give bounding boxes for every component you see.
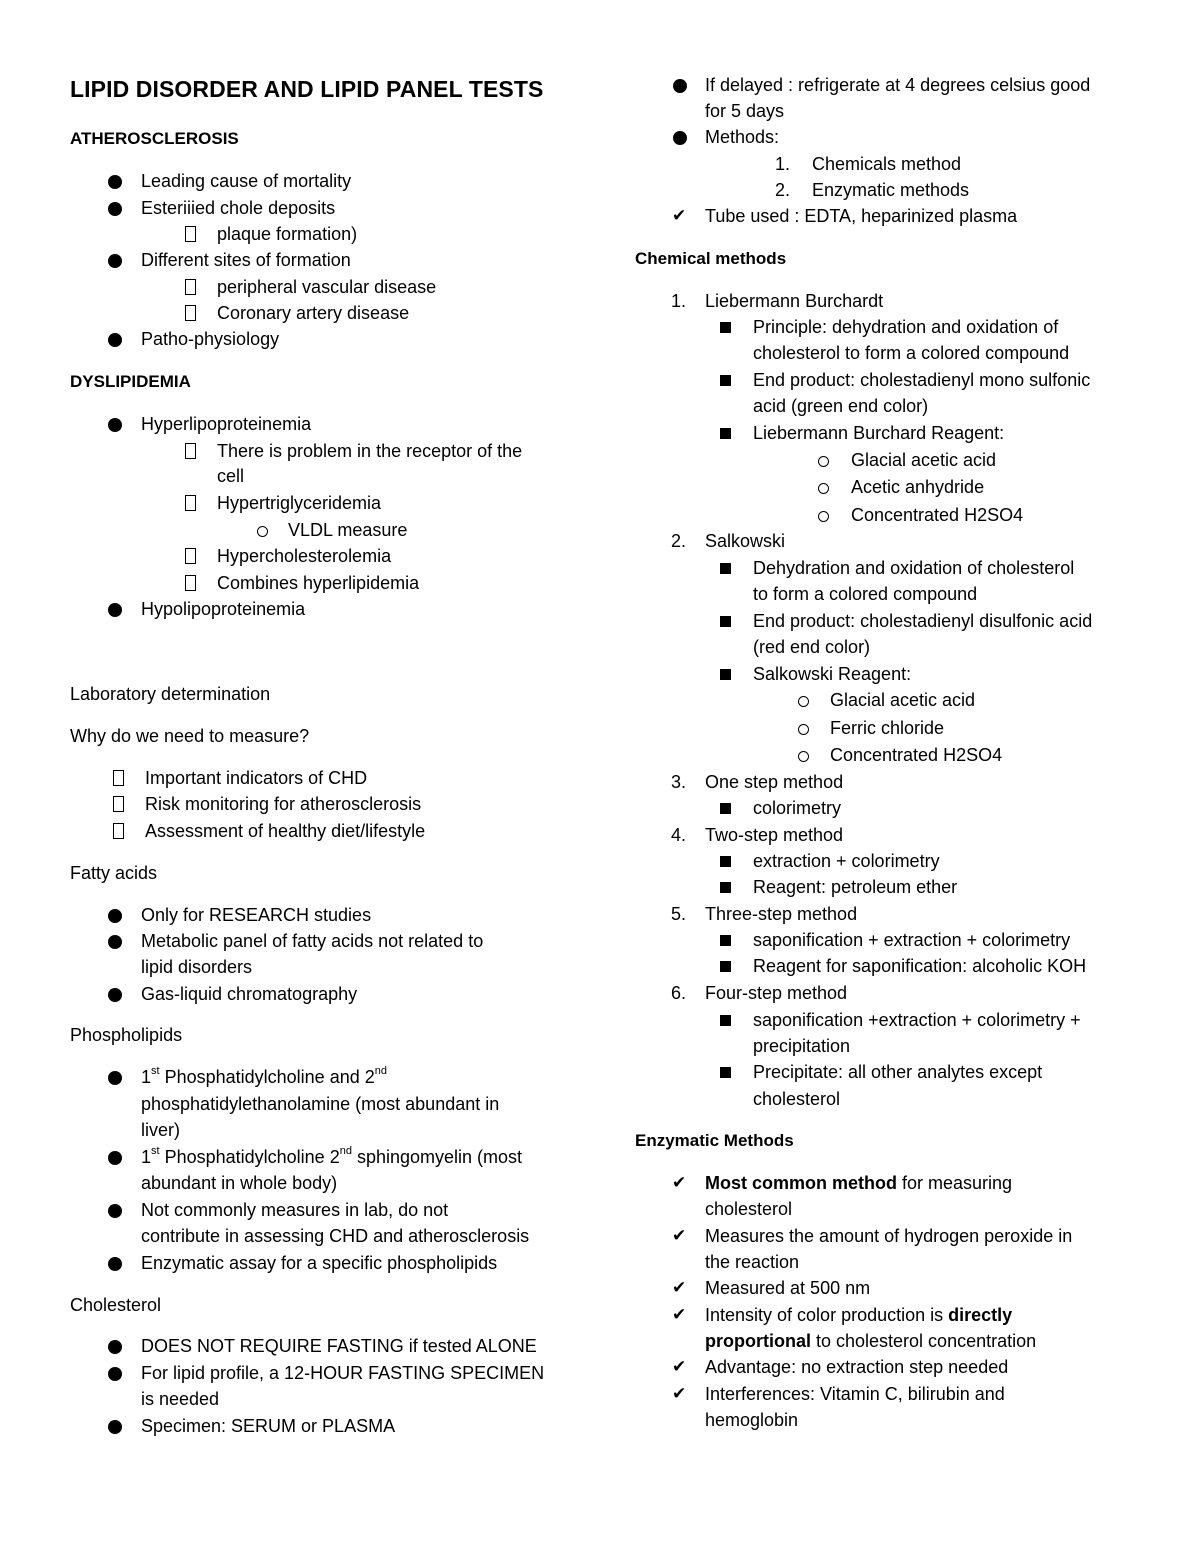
cholesterol-heading: Cholesterol [70,1295,162,1315]
list-item: Salkowski [705,531,786,551]
square-bullet-icon [720,882,731,893]
phospholipids-heading: Phospholipids [70,1025,183,1045]
list-item: peripheral vascular disease [217,277,437,297]
list-item: If delayed : refrigerate at 4 degrees celsius good [705,75,1091,95]
page-title: LIPID DISORDER AND LIPID PANEL TESTS [70,76,544,102]
circle-bullet-icon [818,456,829,467]
list-item: Metabolic panel of fatty acids not related to [141,931,484,951]
list-item: Reagent: petroleum ether [753,877,958,897]
list-item: Important indicators of CHD [145,768,368,788]
list-item: plaque formation) [217,224,358,244]
list-item: Concentrated H2SO4 [830,745,1003,765]
list-item: 1st Phosphatidylcholine 2nd sphingomyelin (most [141,1145,523,1167]
list-item: Patho-physiology [141,329,280,349]
list-item: Concentrated H2SO4 [851,505,1024,525]
list-item: Specimen: SERUM or PLASMA [141,1416,396,1436]
list-item: Hyperlipoproteinemia [141,414,312,434]
list-item: Only for RESEARCH studies [141,905,372,925]
list-item: Gas-liquid chromatography [141,984,358,1004]
list-item: End product: cholestadienyl mono sulfonic [753,370,1091,390]
list-item: Methods: [705,127,780,147]
list-number: 3. [671,772,687,792]
list-item: Liebermann Burchardt [705,291,884,311]
list-item: Intensity of color production is directly [705,1305,1013,1325]
square-bullet-icon [720,563,731,574]
bullet-icon [108,988,122,1002]
list-item-continuation: is needed [141,1389,220,1409]
list-item: Leading cause of mortality [141,171,352,191]
checkmark-icon: ✔ [672,1278,687,1297]
list-item-continuation: liver) [141,1120,180,1140]
bullet-icon [108,254,122,268]
list-item: Interferences: Vitamin C, bilirubin and [705,1384,1005,1404]
list-item-continuation: proportional to cholesterol concentration [705,1331,1037,1351]
missing-glyph-icon [185,226,196,242]
bullet-icon [673,79,687,93]
list-item: Hypercholesterolemia [217,546,392,566]
lab-heading: Laboratory determination [70,684,271,704]
missing-glyph-icon [113,823,124,839]
bullet-icon [108,603,122,617]
bullet-icon [108,1340,122,1354]
bullet-icon [108,202,122,216]
lab-question: Why do we need to measure? [70,726,310,746]
list-item: saponification +extraction + colorimetry + [753,1010,1081,1030]
bullet-icon [673,131,687,145]
square-bullet-icon [720,669,731,680]
bullet-icon [108,1420,122,1434]
circle-bullet-icon [818,511,829,522]
list-item: Glacial acetic acid [830,690,976,710]
list-item-continuation: cell [217,466,245,486]
list-item: DOES NOT REQUIRE FASTING if tested ALONE [141,1336,537,1356]
list-number: 4. [671,825,687,845]
missing-glyph-icon [185,305,196,321]
list-number: 1. [671,291,687,311]
list-item: Measures the amount of hydrogen peroxide in [705,1226,1073,1246]
list-item-continuation: abundant in whole body) [141,1173,338,1193]
missing-glyph-icon [185,575,196,591]
fatty-acids-heading: Fatty acids [70,863,158,883]
square-bullet-icon [720,856,731,867]
list-item: Three-step method [705,904,858,924]
list-item-continuation: cholesterol [705,1199,793,1219]
missing-glyph-icon [113,796,124,812]
square-bullet-icon [720,322,731,333]
circle-bullet-icon [818,483,829,494]
list-item: Enzymatic methods [812,180,970,200]
list-item-continuation: cholesterol to form a colored compound [753,343,1070,363]
list-item-continuation: phosphatidylethanolamine (most abundant in [141,1094,500,1114]
list-item: Most common method for measuring [705,1173,1013,1193]
square-bullet-icon [720,803,731,814]
bullet-icon [108,1151,122,1165]
circle-bullet-icon [798,696,809,707]
list-item-continuation: precipitation [753,1036,851,1056]
list-item: End product: cholestadienyl disulfonic acid [753,611,1093,631]
bullet-icon [108,1257,122,1271]
list-item: Glacial acetic acid [851,450,997,470]
checkmark-icon: ✔ [672,206,687,225]
bullet-icon [108,1071,122,1085]
list-item: For lipid profile, a 12-HOUR FASTING SPECIMEN [141,1363,545,1383]
list-item: Tube used : EDTA, heparinized plasma [705,206,1018,226]
list-item-continuation: for 5 days [705,101,785,121]
list-item: VLDL measure [288,520,408,540]
list-item: Chemicals method [812,154,962,174]
checkmark-icon: ✔ [672,1384,687,1403]
missing-glyph-icon [185,443,196,459]
list-item-continuation: acid (green end color) [753,396,929,416]
list-number: 6. [671,983,687,1003]
list-item: One step method [705,772,844,792]
missing-glyph-icon [185,548,196,564]
list-item: Risk monitoring for atherosclerosis [145,794,422,814]
list-item: saponification + extraction + colorimetry [753,930,1071,950]
checkmark-icon: ✔ [672,1226,687,1245]
list-item-continuation: lipid disorders [141,957,253,977]
bullet-icon [108,1367,122,1381]
checkmark-icon: ✔ [672,1173,687,1192]
bullet-icon [108,418,122,432]
circle-bullet-icon [798,751,809,762]
list-item: extraction + colorimetry [753,851,940,871]
bullet-icon [108,175,122,189]
list-item-continuation: cholesterol [753,1089,841,1109]
square-bullet-icon [720,935,731,946]
list-item: Hypolipoproteinemia [141,599,306,619]
list-item: Liebermann Burchard Reagent: [753,423,1005,443]
list-number: 2. [775,180,791,200]
square-bullet-icon [720,428,731,439]
list-item-continuation: the reaction [705,1252,800,1272]
missing-glyph-icon [185,279,196,295]
list-item: Combines hyperlipidemia [217,573,420,593]
bullet-icon [108,909,122,923]
chemical-methods-heading: Chemical methods [635,249,787,268]
list-item: Dehydration and oxidation of cholesterol [753,558,1075,578]
list-item: 1st Phosphatidylcholine and 2nd [141,1065,387,1087]
list-item: colorimetry [753,798,842,818]
list-item: Enzymatic assay for a specific phospholipids [141,1253,498,1273]
list-item: Measured at 500 nm [705,1278,871,1298]
list-item: Reagent for saponification: alcoholic KOH [753,956,1087,976]
list-number: 1. [775,154,791,174]
list-item: Esteriiied chole deposits [141,198,336,218]
list-item: Ferric chloride [830,718,945,738]
circle-bullet-icon [798,724,809,735]
checkmark-icon: ✔ [672,1357,687,1376]
checkmark-icon: ✔ [672,1305,687,1324]
list-item: Salkowski Reagent: [753,664,912,684]
list-number: 5. [671,904,687,924]
list-item: Hypertriglyceridemia [217,493,382,513]
bullet-icon [108,333,122,347]
square-bullet-icon [720,1015,731,1026]
list-item: Precipitate: all other analytes except [753,1062,1043,1082]
list-number: 2. [671,531,687,551]
list-item: Principle: dehydration and oxidation of [753,317,1059,337]
list-item-continuation: hemoglobin [705,1410,799,1430]
list-item-continuation: (red end color) [753,637,871,657]
list-item: Not commonly measures in lab, do not [141,1200,449,1220]
square-bullet-icon [720,961,731,972]
list-item: There is problem in the receptor of the [217,441,523,461]
square-bullet-icon [720,375,731,386]
atherosclerosis-heading: ATHEROSCLEROSIS [70,129,239,148]
bullet-icon [108,1204,122,1218]
circle-bullet-icon [257,526,268,537]
list-item: Assessment of healthy diet/lifestyle [145,821,426,841]
missing-glyph-icon [185,495,196,511]
list-item: Four-step method [705,983,848,1003]
list-item: Advantage: no extraction step needed [705,1357,1009,1377]
list-item-continuation: to form a colored compound [753,584,978,604]
list-item-continuation: contribute in assessing CHD and atherosclerosis [141,1226,530,1246]
list-item: Two-step method [705,825,844,845]
dyslipidemia-heading: DYSLIPIDEMIA [70,372,191,391]
list-item: Different sites of formation [141,250,351,270]
square-bullet-icon [720,616,731,627]
missing-glyph-icon [113,770,124,786]
enzymatic-methods-heading: Enzymatic Methods [635,1131,794,1150]
square-bullet-icon [720,1067,731,1078]
list-item: Coronary artery disease [217,303,410,323]
bullet-icon [108,935,122,949]
list-item: Acetic anhydride [851,477,985,497]
